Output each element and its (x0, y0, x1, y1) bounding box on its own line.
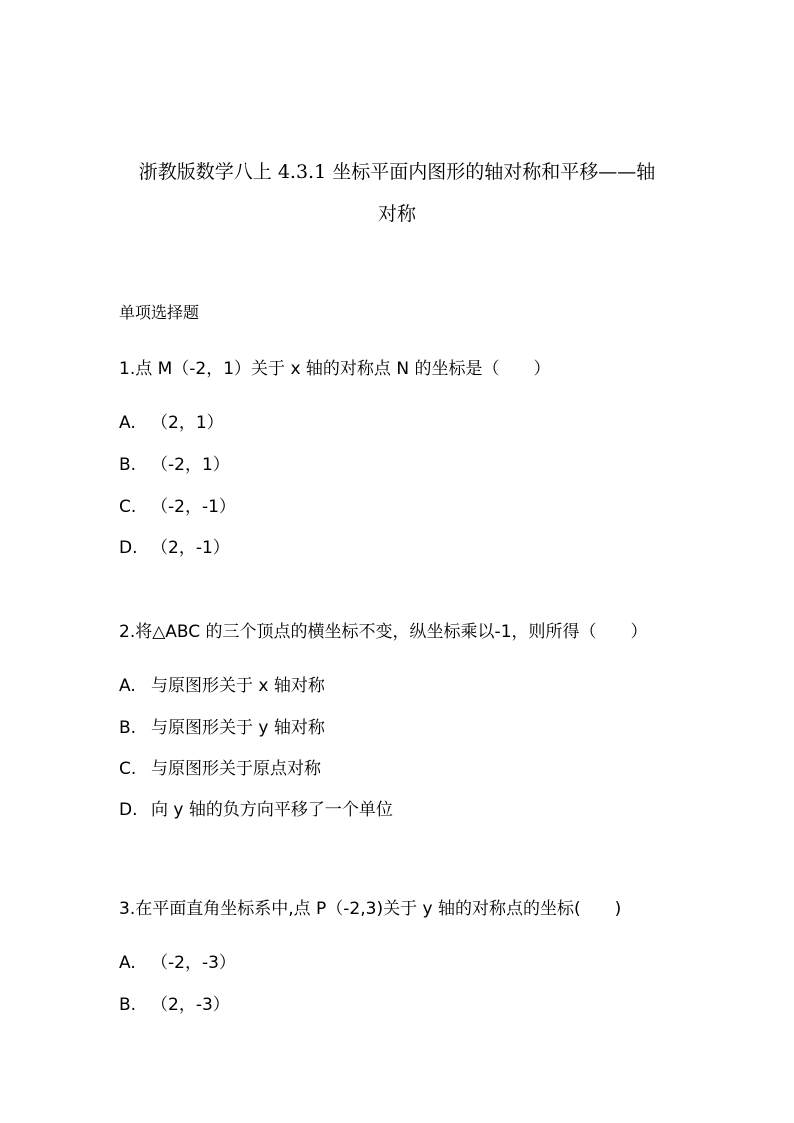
option-text: （-2，1） (151, 455, 230, 475)
option-text: 与原图形关于原点对称 (151, 759, 321, 779)
section-heading: 单项选择题 (119, 303, 200, 322)
question-1-option-a (119, 411, 224, 435)
option-letter: D. (119, 800, 138, 820)
option-letter: B. (119, 455, 137, 475)
option-text: （-2，-3） (151, 953, 236, 973)
option-letter: A. (119, 953, 136, 973)
question-2-option-a (119, 674, 325, 698)
option-text: （2，-1） (151, 538, 230, 558)
option-letter: B. (119, 718, 137, 738)
option-letter: B. (119, 995, 137, 1015)
option-text: （2，-3） (151, 995, 230, 1015)
option-text: 向 y 轴的负方向平移了一个单位 (151, 800, 393, 820)
question-1-option-b (119, 453, 230, 477)
question-2-option-c (119, 757, 321, 781)
option-text: （-2，-1） (151, 497, 236, 517)
question-1-option-d (119, 536, 230, 560)
option-letter: A. (119, 413, 136, 433)
question-3-option-a (119, 951, 236, 975)
option-text: （2，1） (151, 413, 224, 433)
document-title-line-1: 浙教版数学八上 4.3.1 坐标平面内图形的轴对称和平移——轴 (138, 161, 656, 183)
question-1-stem: 1.点 M（-2，1）关于 x 轴的对称点 N 的坐标是（ ） (119, 359, 551, 379)
document-title-line-2: 对称 (377, 203, 416, 225)
option-letter: D. (119, 538, 138, 558)
question-3-option-b (119, 993, 230, 1017)
option-text: 与原图形关于 y 轴对称 (151, 718, 325, 738)
question-2-option-b (119, 716, 325, 740)
question-1-option-c (119, 495, 236, 519)
option-letter: A. (119, 676, 136, 696)
question-2-stem: 2.将△ABC 的三个顶点的横坐标不变，纵坐标乘以-1，则所得（ ） (119, 622, 648, 642)
option-text: 与原图形关于 x 轴对称 (151, 676, 325, 696)
question-3-stem: 3.在平面直角坐标系中,点 P（-2,3)关于 y 轴的对称点的坐标( ) (119, 899, 622, 919)
option-letter: C. (119, 497, 137, 517)
option-letter: C. (119, 759, 137, 779)
question-2-option-d (119, 798, 393, 822)
